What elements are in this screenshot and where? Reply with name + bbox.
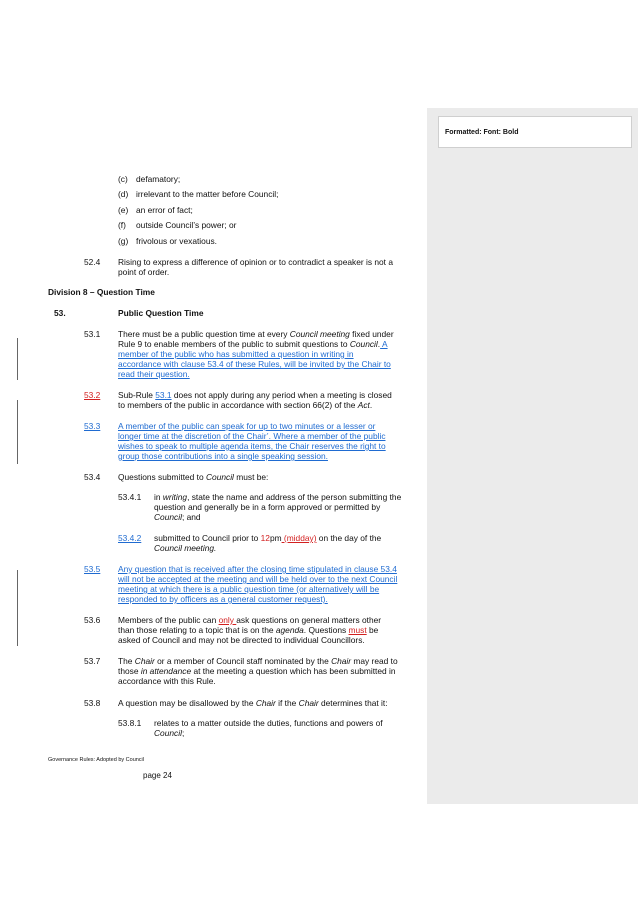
list-label: (d)	[118, 189, 129, 199]
list-item: irrelevant to the matter before Council;	[136, 189, 279, 199]
clause-text: relates to a matter outside the duties, functions and powers of	[154, 718, 383, 728]
clause-text: Council meeting.	[154, 543, 217, 553]
clause-number: 53.5	[84, 564, 101, 574]
list-item: defamatory;	[136, 174, 181, 184]
clause-text: Council;	[154, 728, 185, 738]
list-item: an error of fact;	[136, 205, 193, 215]
clause-number: 53.4	[84, 472, 101, 482]
subclause-number: 53.4.2	[118, 533, 142, 543]
clause-number: 52.4	[84, 257, 101, 267]
change-bar	[17, 338, 18, 380]
inserted-text: read their question.	[118, 369, 190, 379]
clause-text: Sub-Rule 53.1 does not apply during any period when a meeting is closed	[118, 390, 392, 400]
clause-text: to members of the public in accordance with section 66(2) of the Act.	[118, 400, 373, 410]
inserted-text: Any question that is received after the closing time stipulated in clause 53.4	[118, 564, 397, 574]
formatting-comment[interactable]: Formatted: Font: Bold	[438, 116, 632, 148]
clause-text: A question may be disallowed by the Chair if the Chair determines that it:	[118, 698, 388, 708]
change-bar	[17, 400, 18, 464]
clause-number: 53.3	[84, 421, 101, 431]
clause-text: Council; and	[154, 512, 201, 522]
list-label: (c)	[118, 174, 128, 184]
inserted-text: wishes to speak to multiple agenda items, the Chair reserves the right to	[118, 441, 386, 451]
comment-margin	[427, 108, 638, 804]
clause-text: asked of Council and may not be directed to individual Councillors.	[118, 635, 365, 645]
clause-text: than those relating to a topic that is on the agenda. Questions must be	[118, 625, 379, 635]
inserted-text: will not be accepted at the meeting and will be held over to the next Council	[118, 574, 398, 584]
division-heading: Division 8 – Question Time	[48, 287, 155, 297]
section-number: 53.	[54, 308, 66, 318]
clause-text: submitted to Council prior to 12pm (midday) on the day of the	[154, 533, 382, 543]
clause-text: accordance with this Rule.	[118, 676, 216, 686]
section-title: Public Question Time	[118, 308, 204, 318]
clause-text: Questions submitted to Council must be:	[118, 472, 269, 482]
inserted-text: group those contributions into a single speaking session.	[118, 451, 328, 461]
inserted-text: A member of the public can speak for up to two minutes or a lesser or	[118, 421, 376, 431]
clause-number: 53.6	[84, 615, 101, 625]
list-label: (g)	[118, 236, 129, 246]
list-item: frivolous or vexatious.	[136, 236, 217, 246]
list-item: outside Council’s power; or	[136, 220, 237, 230]
inserted-text: meeting at which there is a public question time (or alternatively will be	[118, 584, 380, 594]
clause-text: Rising to express a difference of opinion or to contradict a speaker is not a	[118, 257, 393, 267]
inserted-text: responded to by officers as a general customer request).	[118, 594, 328, 604]
clause-text: There must be a public question time at every Council meeting fixed under	[118, 329, 394, 339]
clause-text: question and generally be in a form approved or permitted by	[154, 502, 381, 512]
subclause-number: 53.8.1	[118, 718, 142, 728]
clause-text: The Chair or a member of Council staff nominated by the Chair may read to	[118, 656, 398, 666]
clause-number: 53.2	[84, 390, 101, 400]
clause-text: those in attendance at the meeting a question which has been submitted in	[118, 666, 396, 676]
footer-text: Governance Rules: Adopted by Council	[48, 757, 145, 763]
subclause-number: 53.4.1	[118, 492, 142, 502]
clause-text: in writing, state the name and address of the person submitting the	[154, 492, 402, 502]
clause-number: 53.8	[84, 698, 101, 708]
clause-text: Rule 9 to enable members of the public to submit questions to Council. A	[118, 339, 388, 349]
clause-text: point of order.	[118, 267, 170, 277]
inserted-text: accordance with clause 53.4 of these Rules, will be invited by the Chair to	[118, 359, 391, 369]
inserted-text: longer time at the discretion of the Chair’. Where a member of the public	[118, 431, 386, 441]
clause-number: 53.1	[84, 329, 101, 339]
page-number: page 24	[143, 771, 172, 780]
clause-text: Members of the public can only ask questions on general matters other	[118, 615, 382, 625]
list-label: (f)	[118, 220, 126, 230]
change-bar	[17, 570, 18, 646]
list-label: (e)	[118, 205, 129, 215]
clause-number: 53.7	[84, 656, 101, 666]
inserted-text: member of the public who has submitted a question in writing in	[118, 349, 354, 359]
